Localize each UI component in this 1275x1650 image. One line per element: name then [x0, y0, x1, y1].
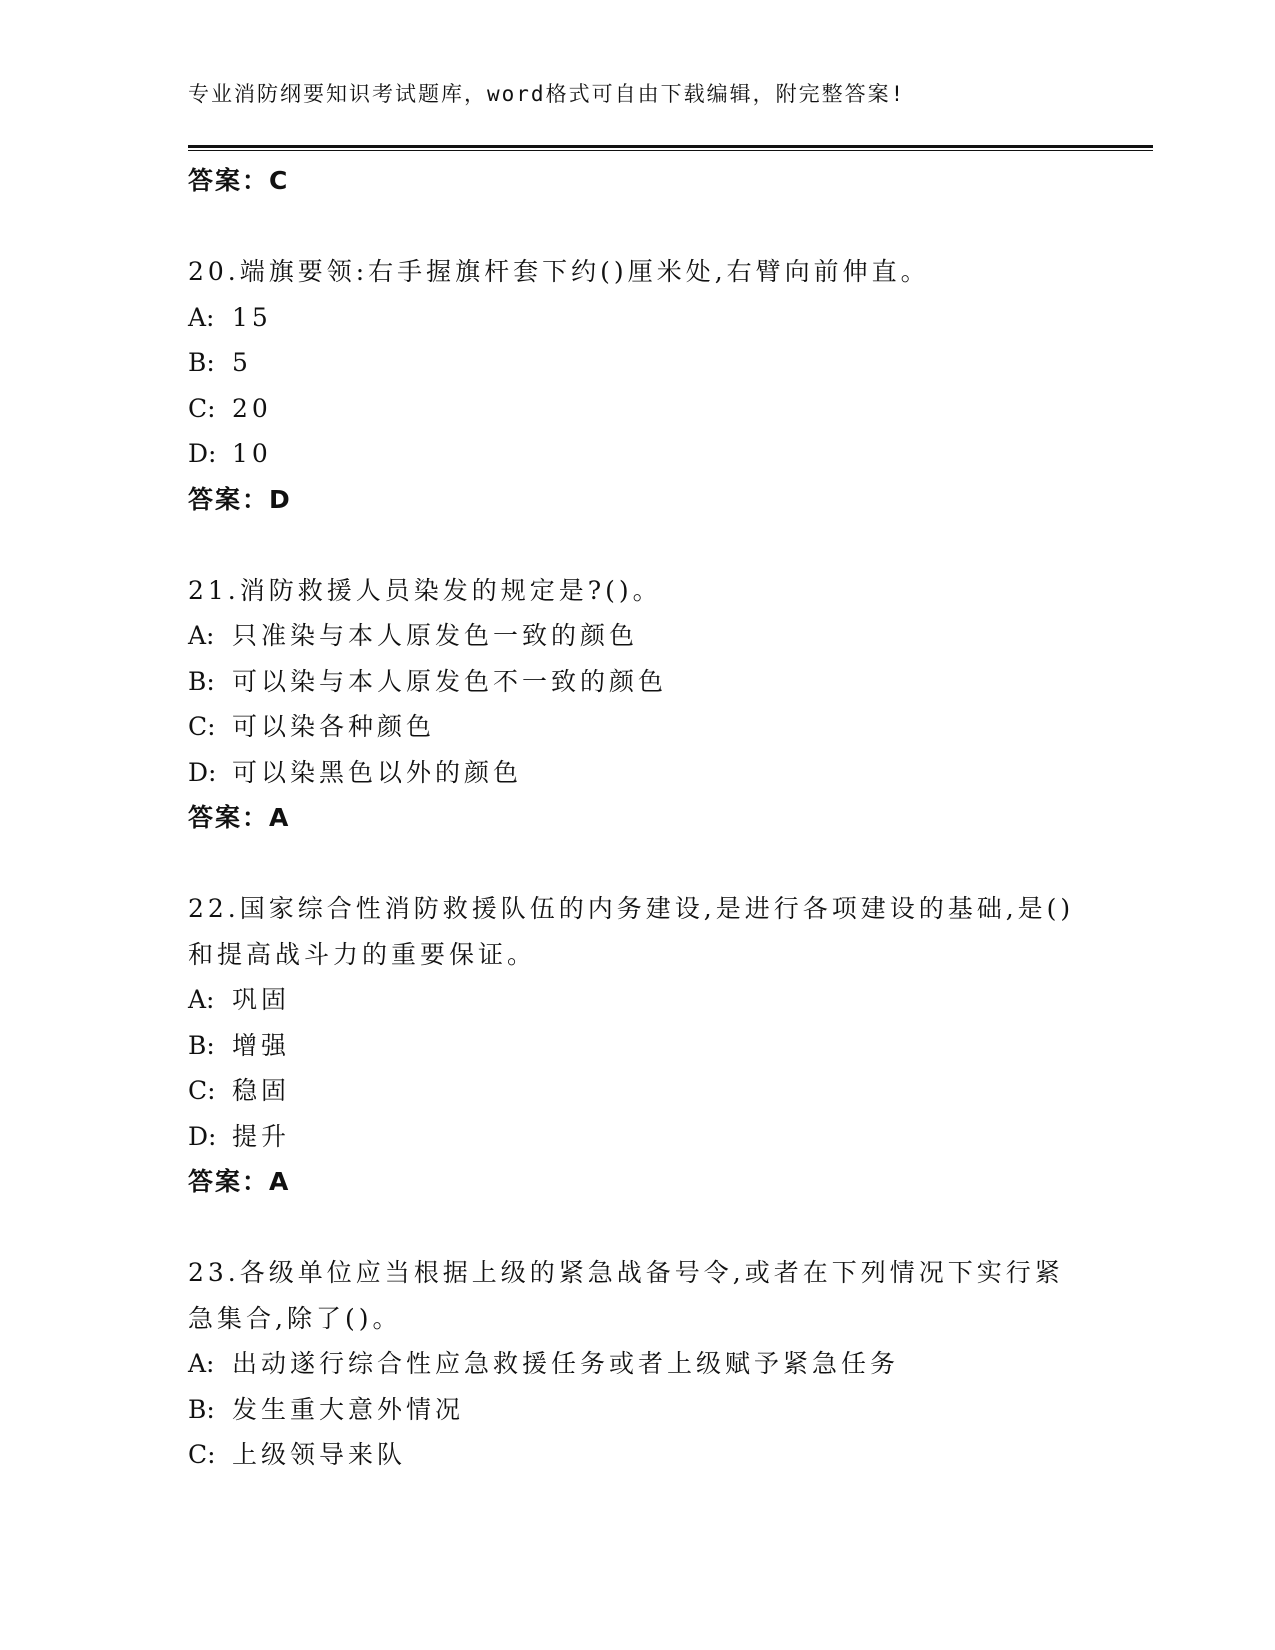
option-text: 15: [232, 302, 272, 332]
answer-line: 答案：A: [188, 803, 291, 832]
answer-line: 答案：A: [188, 1167, 291, 1196]
header-rule-thin: [188, 150, 1153, 151]
question-stem: 23.各级单位应当根据上级的紧急战备号令,或者在下列情况下实行紧: [188, 1258, 1064, 1287]
answer-line: 答案：D: [188, 484, 292, 514]
option-text: 提升: [232, 1121, 291, 1151]
option-key: C:: [188, 393, 216, 423]
option-text: 巩固: [232, 985, 291, 1014]
option-d: [188, 431, 1088, 477]
spacer: [188, 522, 1088, 568]
spacer: [188, 841, 1088, 887]
option-text: 可以染各种颜色: [232, 712, 436, 741]
option-key: A:: [188, 985, 215, 1014]
option-text: 10: [232, 439, 272, 468]
option-key: B:: [188, 666, 215, 696]
option-text: 只准染与本人原发色一致的颜色: [232, 621, 639, 650]
option-b: [188, 340, 1088, 386]
option-b: [188, 659, 1088, 705]
option-text: 可以染与本人原发色不一致的颜色: [232, 666, 668, 696]
question-stem: 22.国家综合性消防救援队伍的内务建设,是进行各项建设的基础,是(): [188, 894, 1075, 923]
option-c: [188, 704, 1088, 750]
option-key: C:: [188, 1440, 216, 1469]
question-stem: 20.端旗要领:右手握旗杆套下约()厘米处,右臂向前伸直。: [188, 257, 930, 286]
option-key: B:: [188, 1030, 215, 1060]
option-c: [188, 386, 1088, 432]
option-a: [188, 295, 1088, 341]
header-rule-thick: [188, 145, 1153, 148]
spacer: [188, 1205, 1088, 1251]
question-stem-continued: 和提高战斗力的重要保证。: [188, 939, 537, 969]
question-block: [188, 568, 1088, 841]
question-block: [188, 1250, 1088, 1478]
option-key: D:: [188, 1121, 217, 1151]
option-text: 20: [232, 393, 272, 423]
option-c: [188, 1432, 1088, 1478]
option-a: [188, 613, 1088, 659]
answer-line: 答案：C: [188, 166, 290, 195]
option-text: 5: [232, 348, 252, 377]
option-text: 上级领导来队: [232, 1440, 407, 1469]
option-text: 可以染黑色以外的颜色: [232, 757, 523, 787]
option-key: C:: [188, 1076, 216, 1105]
option-key: A:: [188, 1349, 215, 1378]
page-header: 专业消防纲要知识考试题库，word格式可自由下载编辑，附完整答案!: [188, 82, 906, 106]
question-block: [188, 886, 1088, 1205]
option-text: 增强: [232, 1030, 291, 1060]
option-text: 发生重大意外情况: [232, 1394, 465, 1424]
option-d: [188, 1114, 1088, 1160]
option-key: D:: [188, 757, 217, 787]
option-key: C:: [188, 712, 216, 741]
option-d: [188, 750, 1088, 796]
option-key: A:: [188, 302, 215, 332]
option-b: [188, 1023, 1088, 1069]
option-key: A:: [188, 621, 215, 650]
question-list: [188, 158, 1088, 1478]
option-text: 出动遂行综合性应急救援任务或者上级赋予紧急任务: [232, 1349, 900, 1378]
option-key: B:: [188, 348, 215, 377]
question-stem: 21.消防救援人员染发的规定是?()。: [188, 575, 662, 605]
option-b: [188, 1387, 1088, 1433]
option-a: [188, 977, 1088, 1023]
option-text: 稳固: [232, 1076, 291, 1105]
option-key: B:: [188, 1394, 215, 1424]
spacer: [188, 204, 1088, 250]
option-a: [188, 1341, 1088, 1387]
question-block: [188, 249, 1088, 522]
option-key: D:: [188, 439, 217, 468]
option-c: [188, 1068, 1088, 1114]
question-stem-continued: 急集合,除了()。: [188, 1303, 402, 1333]
